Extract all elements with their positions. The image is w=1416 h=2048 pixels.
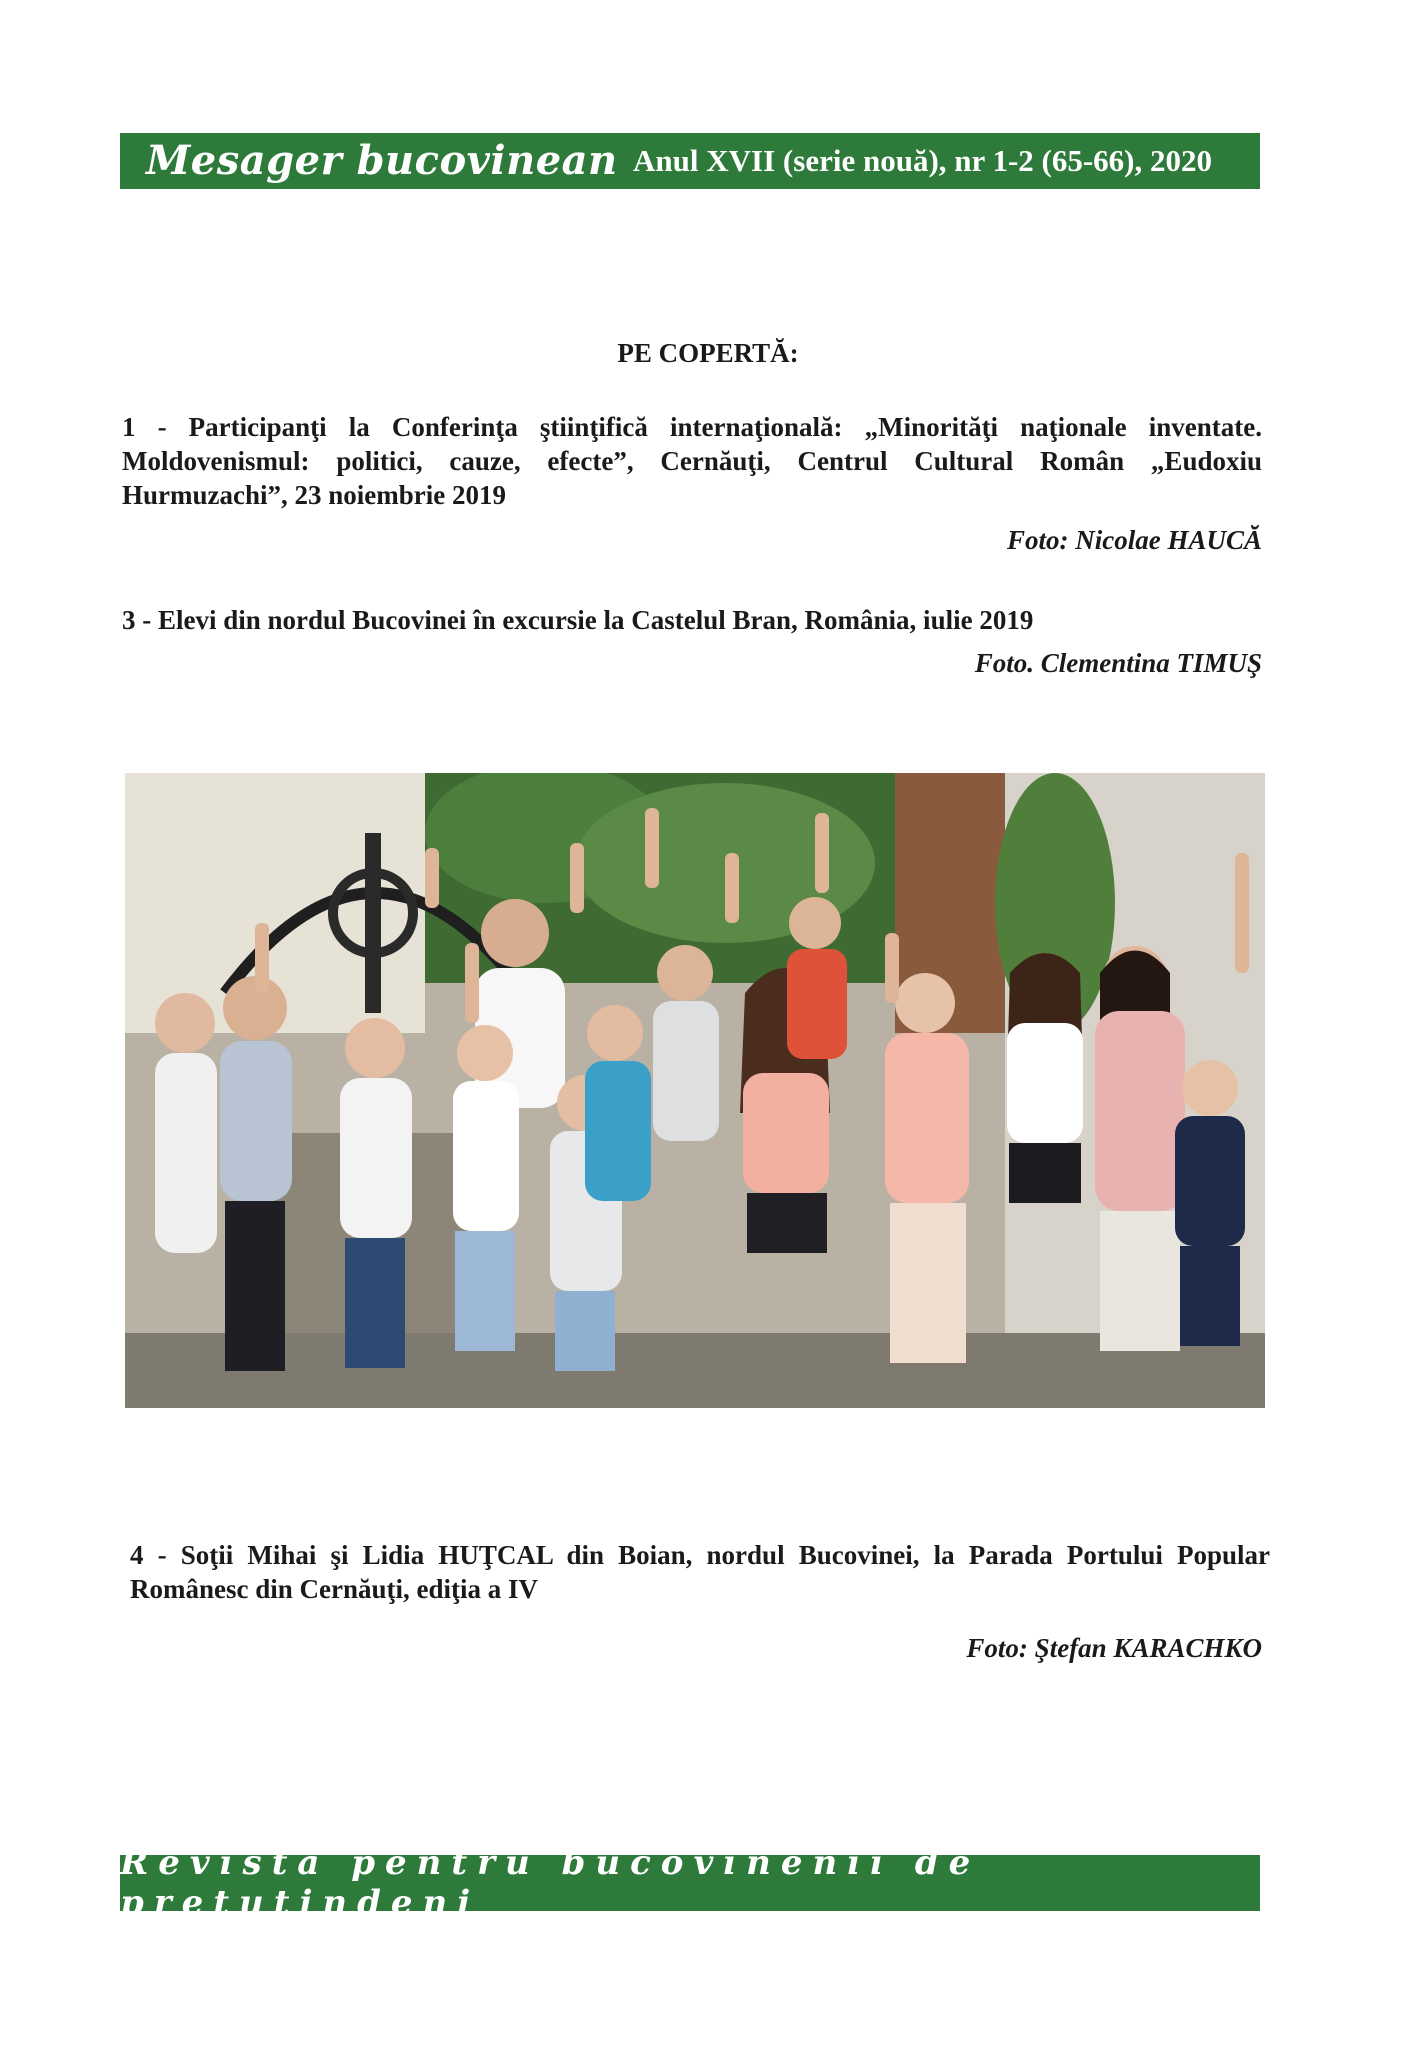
caption-item-1: 1 - Participanţi la Conferinţa ştiinţifică internaţională: „Minorităţi naţionale inventate. Moldovenismul: politici, cauze, efecte”, Cernăuţi, Centrul Cultural Român „Eudoxiu Hurmuzachi”, 23 noiembrie 2019	[122, 412, 1262, 510]
photo-credit-4: Foto: Ştefan KARACHKO	[966, 1633, 1262, 1663]
caption-item-3: 3 - Elevi din nordul Bucovinei în excursie la Castelul Bran, România, iulie 2019	[122, 605, 1034, 635]
caption-item-4: 4 - Soţii Mihai şi Lidia HUŢCAL din Boian, nordul Bucovinei, la Parada Portului Popular Românesc din Cernăuţi, ediţia a IV	[130, 1540, 1270, 1604]
section-heading: PE COPERTĂ:	[617, 338, 799, 368]
header-banner	[120, 133, 1260, 189]
magazine-title: Mesager bucovinean	[146, 137, 618, 184]
footer-tagline: Revistă pentru bucovinenii de pretutindeni	[120, 1843, 981, 1923]
photo-credit-1: Foto: Nicolae HAUCĂ	[1007, 525, 1262, 555]
group-photo	[125, 773, 1265, 1408]
footer-banner	[120, 1843, 1260, 1923]
issue-info: Anul XVII (serie nouă), nr 1-2 (65-66), 2020	[633, 143, 1212, 178]
photo-credit-3: Foto. Clementina TIMUŞ	[974, 648, 1262, 678]
